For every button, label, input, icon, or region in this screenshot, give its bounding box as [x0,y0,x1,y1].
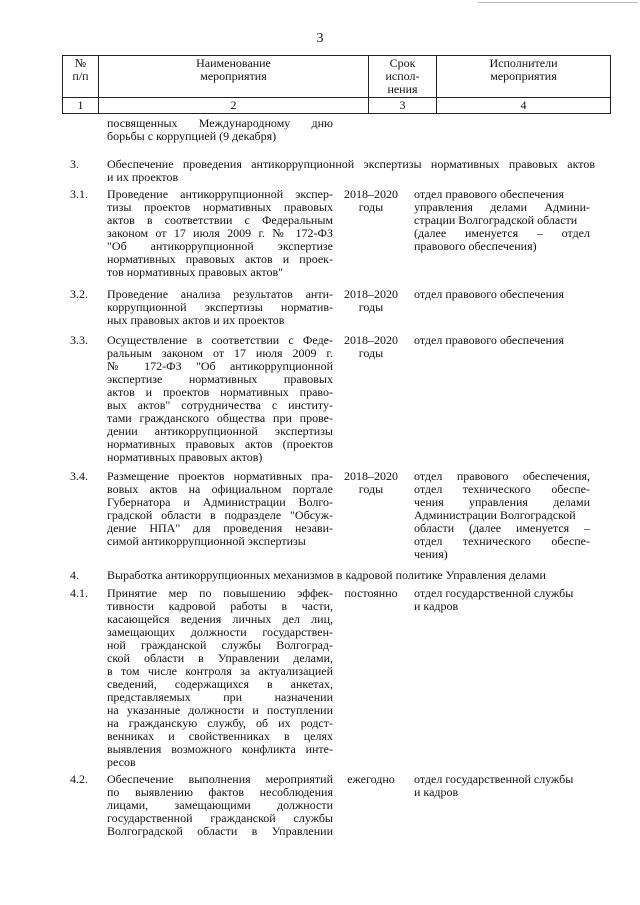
header-col-name [99,56,369,98]
row-number: 3.3. [70,333,88,347]
text-line: замещающих должности государствен- [107,625,333,639]
text-line: Проведение антикоррупционной экспер- [107,187,333,201]
row-number: 4.2. [70,772,88,786]
row-executor [414,188,590,253]
text-line: Размещение проектов нормативных пра- [107,469,333,483]
text-line: актов в соответствии с Федеральным [107,213,333,227]
row-term [338,470,404,496]
row-number: 3.2. [70,287,88,301]
text-line: ресов [107,755,136,769]
text-line: (далее именуется – отдел [414,226,590,240]
text-line: экспертизе нормативных правовых [107,372,333,386]
text-line: Принятие мер по повышению эффек- [107,586,333,600]
text-line: отдел государственной службы [414,772,574,786]
top-edge-line [478,2,638,3]
text-line: коррупционной экспертизы норматив- [107,300,333,314]
text-line: ской области в Управлении делами, [107,651,333,665]
term-line: 2018–2020 [344,187,398,201]
text-line: страции Волгоградской области [414,213,578,227]
header-index-1: 1 [63,98,99,114]
row-text [107,470,333,548]
text-line: законом от 17 июля 2009 г. № 172-ФЗ [107,226,333,240]
text-line: и кадров [414,785,459,799]
row-executor [414,470,590,561]
row-text [107,288,333,327]
text-line: нормативных правовых актов (проектов [107,437,333,451]
text-line: посвященных Международному дню [107,116,333,130]
text-line: отдел правового обеспечения, [414,469,590,483]
table-header [62,55,611,114]
text-line: государственной гражданской службы [107,811,333,825]
page-number: 3 [316,31,324,46]
section-title [107,158,595,184]
term-line: годы [358,482,384,496]
text-line: Проведение анализа результатов анти- [107,287,333,301]
header-index-4: 4 [437,98,611,114]
text-line: отдел правового обеспечения [414,287,564,301]
text-line: выявления возможного конфликта инте- [107,742,333,756]
text-line: борьбы с коррупцией (9 декабря) [107,129,277,143]
header-col-number [63,56,99,98]
text-line: № 172-ФЗ "Об антикоррупционной [107,359,333,373]
text-line: касающейся ведения личных дел лиц, [107,612,333,626]
text-line: Обеспечение проведения антикоррупционной экспертизы нормативных правовых актов [107,157,595,171]
header-text: п/п [72,69,89,83]
row-term [338,288,404,314]
text-line: Обеспечение выполнения мероприятий [107,772,333,786]
continuation-text [107,117,333,143]
text-line: Губернатора и Администрации Волго- [107,495,333,509]
row-term [338,587,404,600]
text-line: тами гражданского общества при прове- [107,411,333,425]
header-col-term [369,56,437,98]
row-term [338,773,404,786]
section-title [107,569,595,582]
row-text [107,188,333,279]
header-text: мероприятия [200,69,267,83]
term-line: 2018–2020 [344,287,398,301]
text-line: тизы проектов нормативных правовых [107,200,333,214]
term-line: годы [358,200,384,214]
text-line: представляемых при назначении [107,690,333,704]
term-line: ежегодно [347,772,395,786]
text-line: Выработка антикоррупционных механизмов в кадровой политике Управления делами [107,568,546,582]
header-text: Срок [389,56,416,70]
header-index-row [63,98,611,114]
text-line: дении антикоррупционной экспертизы [107,424,333,438]
row-number: 4.1. [70,586,88,600]
text-line: дение НПА" для проведения незави- [107,521,333,535]
text-line: тивности кадровой работы в части, [107,599,333,613]
row-executor [414,288,590,301]
section-number: 4. [70,568,79,582]
text-line: отдел правового обеспечения [414,187,564,201]
header-text: испол- [385,69,420,83]
row-text [107,587,333,769]
header-text: нения [387,82,418,96]
text-line: "Об антикоррупционной экспертизе [107,239,333,253]
text-line: области (далее именуется – [414,521,590,535]
header-text: Исполнители [489,56,558,70]
text-line: ных правовых актов и их проектов [107,313,285,327]
term-line: 2018–2020 [344,333,398,347]
row-executor [414,773,590,799]
text-line: тов нормативных правовых актов" [107,265,284,279]
text-line: нормативных правовых актов и проек- [107,252,333,266]
row-text [107,334,333,464]
text-line: управления делами Админи- [414,200,590,214]
header-col-executors [437,56,611,98]
text-line: отдел технического обеспе- [414,482,590,496]
term-line: постоянно [344,586,398,600]
text-line: актов и проектов нормативных право- [107,385,333,399]
text-line: градской области в подразделе "Обсуж- [107,508,333,522]
text-line: на гражданскую службу, об их родст- [107,716,333,730]
term-line: годы [358,346,384,360]
text-line: правового обеспечения) [414,239,537,253]
text-line: нормативных правовых актов) [107,450,263,464]
row-number: 3.1. [70,187,88,201]
text-line: по выявлению фактов несоблюдения [107,785,333,799]
text-line: и их проектов [107,170,179,184]
text-line: венниках и свойственниках в целях [107,729,333,743]
text-line: на указанные должности и поступлении [107,703,333,717]
header-index-3: 3 [369,98,437,114]
text-line: ной гражданской службы Волгоград- [107,638,333,652]
header-index-2: 2 [99,98,369,114]
text-line: сведений, содержащихся в анкетах, [107,677,333,691]
header-text: Наименование [196,56,271,70]
text-line: Волгоградской области в Управлении [107,824,333,838]
text-line: и кадров [414,599,459,613]
text-line: Администрации Волгоградской [414,508,576,522]
row-executor [414,334,590,347]
text-line: Осуществление в соответствии с Феде- [107,333,333,347]
row-executor [414,587,590,613]
header-text: мероприятия [490,69,557,83]
section-number: 3. [70,157,79,171]
header-text: № [74,56,87,70]
text-line: вых актов" сотрудничества с институ- [107,398,333,412]
term-line: 2018–2020 [344,469,398,483]
text-line: чения управления делами [414,495,590,509]
text-line: отдел государственной службы [414,586,574,600]
text-line: ральным законом от 17 июля 2009 г. [107,346,333,360]
text-line: симой антикоррупционной экспертизы [107,534,306,548]
text-line: вовых актов на официальном портале [107,482,333,496]
row-term [338,188,404,214]
header-row [63,56,611,98]
row-number: 3.4. [70,469,88,483]
text-line: отдел правового обеспечения [414,333,564,347]
text-line: отдел технического обеспе- [414,534,590,548]
text-line: чения) [414,547,448,561]
row-text [107,773,333,838]
text-line: лицами, замещающими должности [107,798,333,812]
row-term [338,334,404,360]
text-line: в том числе контроля за актуализацией [107,664,333,678]
term-line: годы [358,300,384,314]
